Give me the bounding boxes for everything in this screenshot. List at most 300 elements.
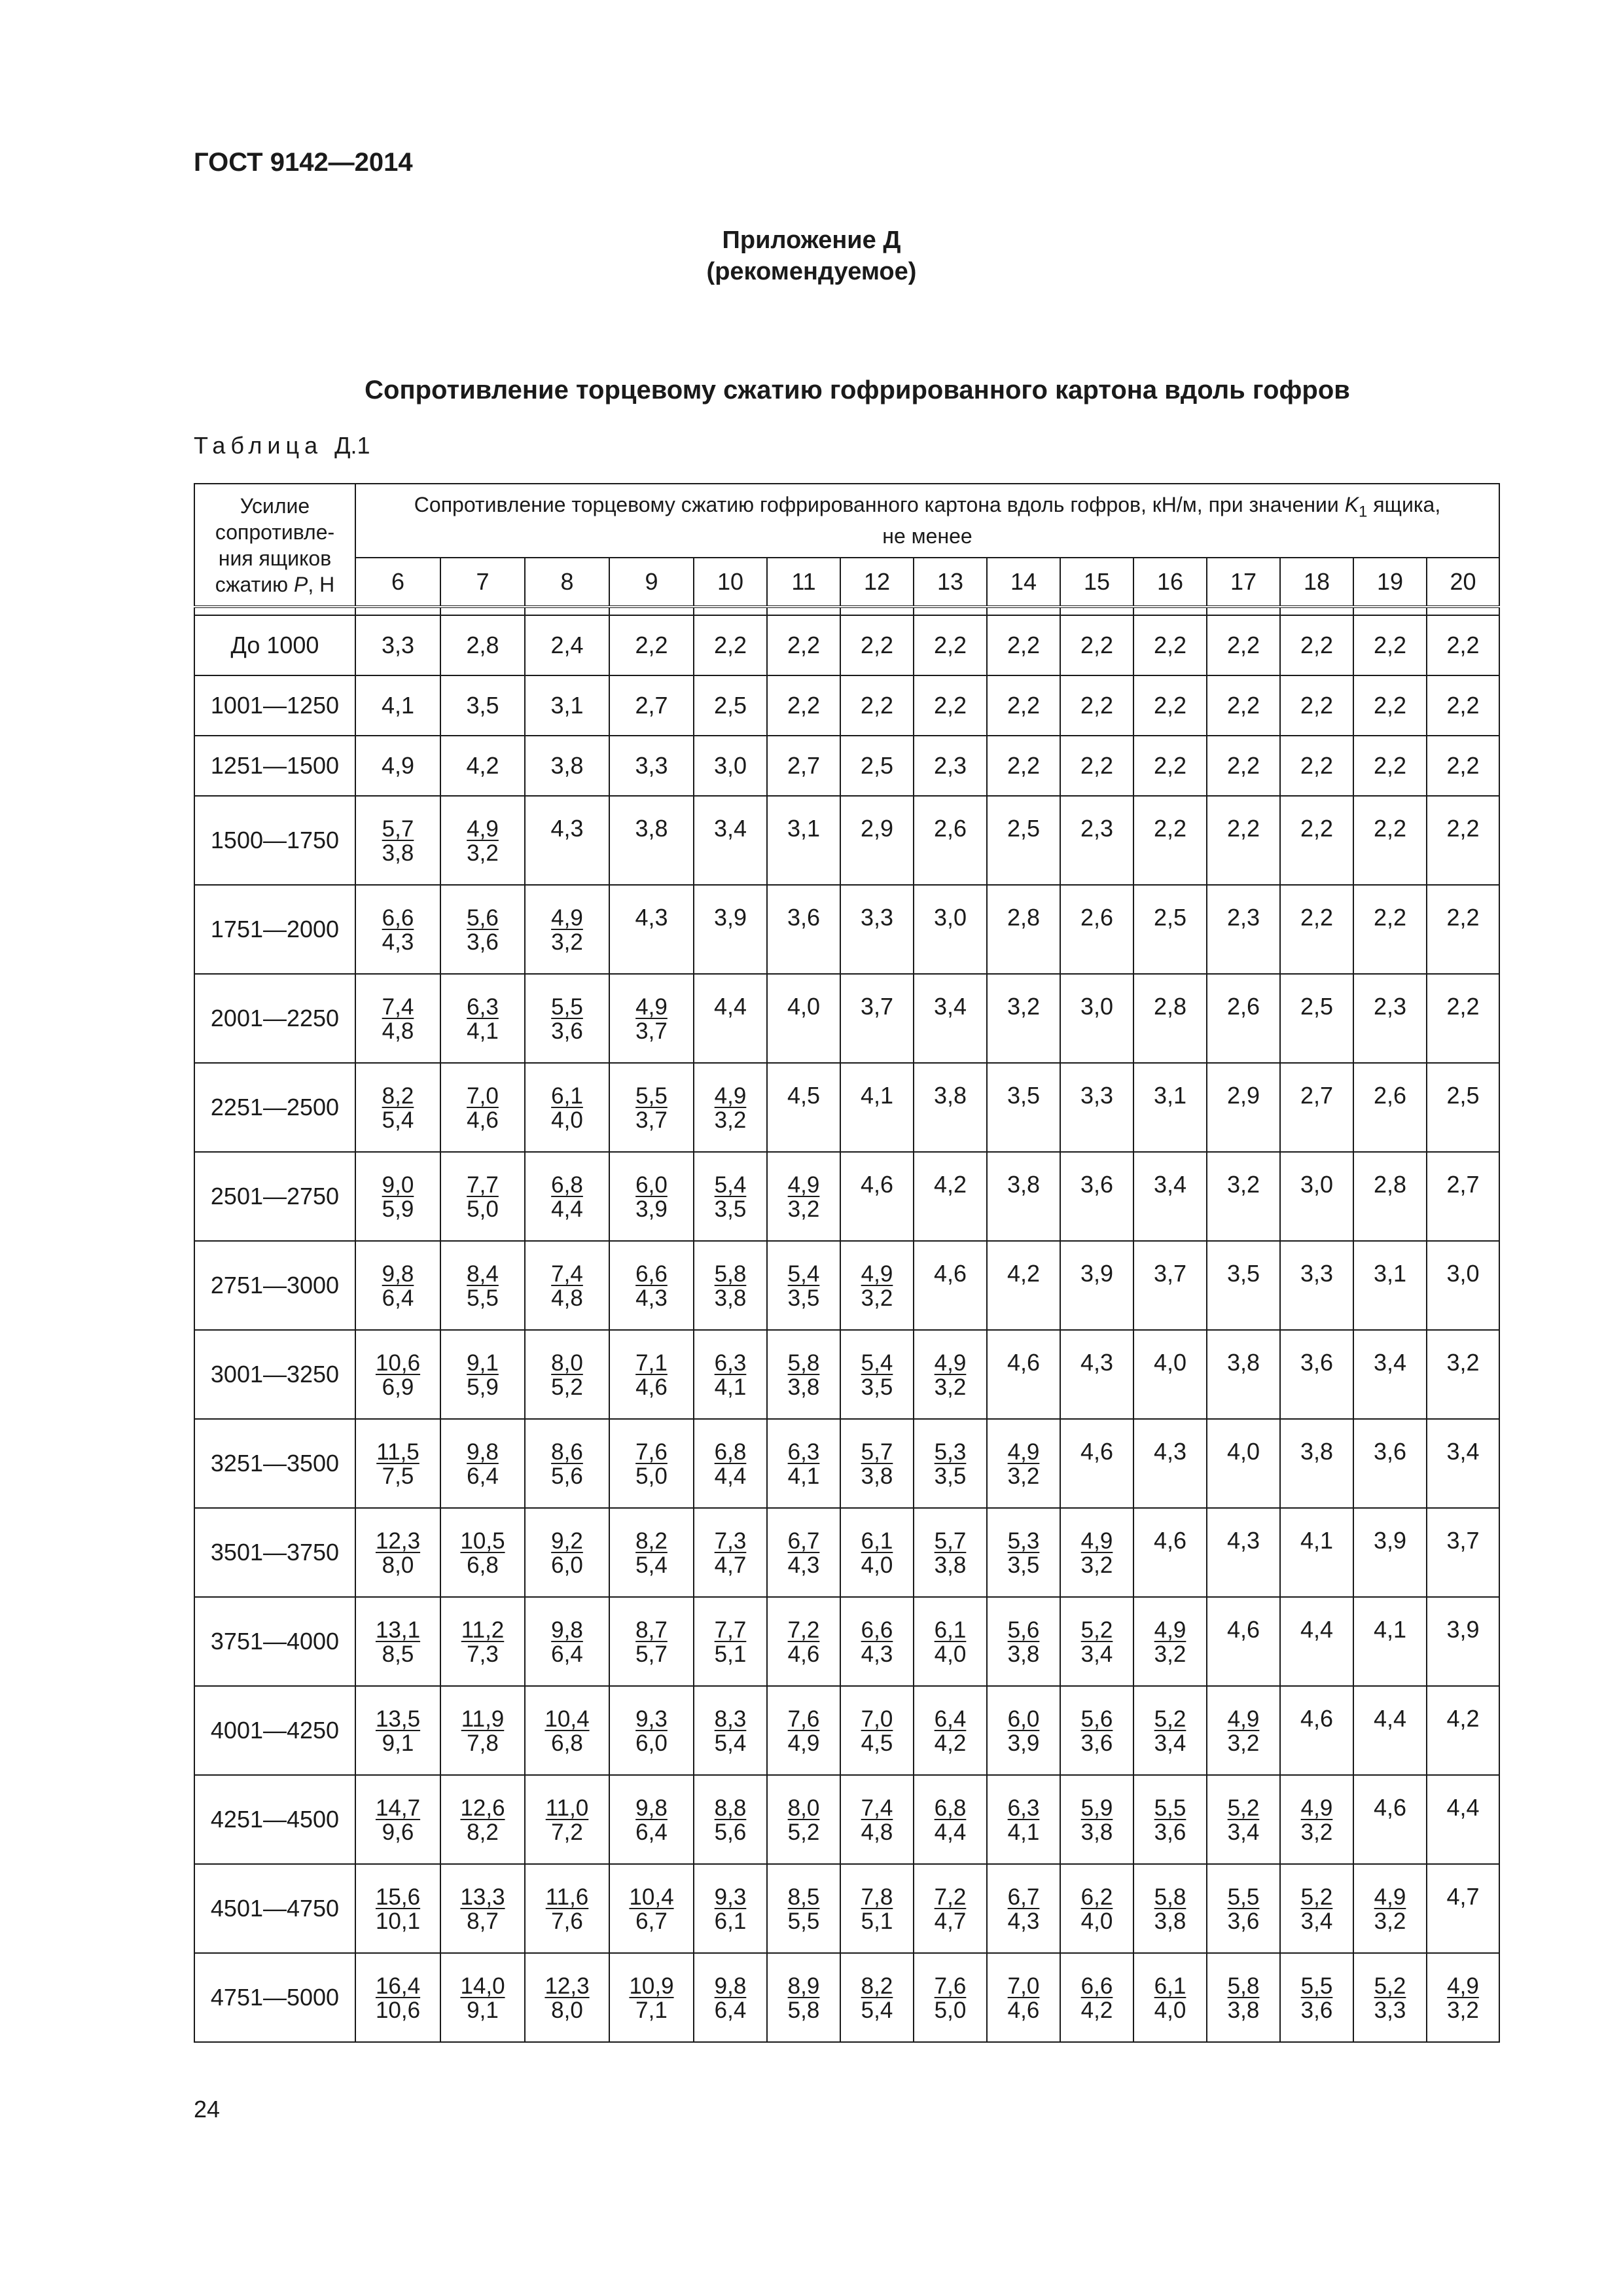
cell-value: 3,8	[550, 752, 584, 779]
fraction-numerator: 11,9	[461, 1706, 505, 1732]
fraction-cell	[987, 1508, 1060, 1597]
value-cell	[767, 675, 840, 736]
fraction-cell	[609, 1330, 694, 1419]
value-cell	[1207, 1063, 1280, 1152]
fraction-denominator: 3,8	[934, 1552, 967, 1578]
fraction	[460, 1530, 505, 1578]
fraction	[715, 1530, 747, 1578]
fraction-numerator: 5,8	[714, 1261, 747, 1287]
fraction-cell	[440, 1419, 525, 1508]
fraction	[715, 1174, 747, 1222]
value-cell	[1133, 1063, 1207, 1152]
fraction	[467, 906, 499, 955]
value-cell	[840, 885, 914, 974]
k-header-cell: 9	[609, 558, 694, 607]
value-cell	[1353, 1152, 1427, 1241]
fraction-denominator: 8,2	[467, 1820, 499, 1845]
fraction	[1301, 1797, 1333, 1845]
cell-value: 4,3	[550, 815, 584, 842]
fraction-numerator: 5,9	[1080, 1795, 1113, 1821]
cell-value: 4,2	[933, 1171, 967, 1198]
fraction	[461, 1708, 505, 1756]
fraction-numerator: 6,3	[467, 994, 499, 1020]
fraction-numerator: 4,9	[861, 1261, 893, 1287]
fraction-numerator: 9,3	[714, 1884, 747, 1910]
cell-value: 2,7	[635, 692, 668, 719]
table-row	[194, 736, 1499, 796]
fraction-numerator: 5,7	[861, 1439, 893, 1465]
fraction-cell	[525, 1864, 609, 1953]
fraction-denominator: 5,1	[861, 1909, 893, 1934]
fraction-denominator: 10,1	[375, 1909, 421, 1934]
fraction-denominator: 5,5	[467, 1285, 499, 1311]
cell-value: 2,2	[1007, 752, 1041, 779]
fraction	[1081, 1708, 1113, 1756]
value-cell	[440, 736, 525, 796]
fraction-cell	[840, 1419, 914, 1508]
fraction-cell	[1280, 1953, 1353, 2042]
table-row	[194, 675, 1499, 736]
header-separator	[194, 607, 355, 615]
cell-value: 2,2	[1153, 752, 1187, 779]
fraction-numerator: 7,4	[861, 1795, 893, 1821]
fraction	[715, 1619, 747, 1667]
fraction-denominator: 8,0	[551, 1998, 583, 2023]
fraction-numerator: 11,5	[376, 1439, 419, 1465]
fraction-denominator: 3,2	[1374, 1909, 1406, 1934]
value-cell	[987, 1063, 1060, 1152]
header-separator	[1427, 607, 1499, 615]
fraction-numerator: 4,9	[934, 1350, 967, 1376]
k-header-cell: 8	[525, 558, 609, 607]
value-cell	[840, 974, 914, 1063]
fraction-numerator: 5,5	[1154, 1795, 1186, 1821]
fraction-denominator: 5,5	[787, 1909, 820, 1934]
fraction-numerator: 6,3	[787, 1439, 820, 1465]
fraction-cell	[609, 1419, 694, 1508]
cell-value: 2,5	[860, 752, 894, 779]
value-cell	[1427, 615, 1499, 675]
fraction-denominator: 3,6	[1154, 1820, 1186, 1845]
fraction-denominator: 4,0	[551, 1107, 583, 1133]
cell-value: 2,2	[1446, 632, 1480, 658]
fraction-cell	[355, 1330, 440, 1419]
cell-value: 3,0	[933, 904, 967, 931]
fraction-numerator: 7,6	[787, 1706, 820, 1732]
fraction	[788, 1797, 820, 1845]
fraction-numerator: 13,1	[375, 1617, 421, 1643]
cell-value: 2,2	[1080, 752, 1114, 779]
fraction-numerator: 6,3	[714, 1350, 747, 1376]
fraction	[1008, 1619, 1040, 1667]
value-cell	[987, 1241, 1060, 1330]
value-cell	[1353, 1419, 1427, 1508]
fraction	[629, 1975, 673, 2023]
value-cell	[609, 736, 694, 796]
fraction-cell	[355, 974, 440, 1063]
fraction-numerator: 7,4	[382, 994, 414, 1020]
value-cell	[1060, 1063, 1133, 1152]
fraction-numerator: 5,8	[1227, 1973, 1260, 2000]
table-row	[194, 1953, 1499, 2042]
fraction-cell	[440, 1864, 525, 1953]
value-cell	[840, 1063, 914, 1152]
fraction-numerator: 5,4	[714, 1172, 747, 1198]
cell-value: 2,2	[1373, 632, 1407, 658]
fraction-denominator: 3,2	[1154, 1641, 1186, 1667]
fraction	[376, 1708, 420, 1756]
cell-value: 2,2	[1446, 692, 1480, 719]
value-cell	[767, 796, 840, 885]
fraction-cell	[694, 1775, 767, 1864]
cell-value: 4,0	[1153, 1349, 1187, 1376]
fraction-denominator: 3,8	[382, 840, 414, 866]
fraction	[635, 1174, 668, 1222]
span-header-line2: не менее	[882, 524, 972, 548]
table-caption-label: Таблица	[194, 432, 323, 459]
fraction	[635, 1708, 668, 1756]
document-code: ГОСТ 9142—2014	[194, 148, 413, 177]
fraction-denominator: 4,4	[934, 1820, 967, 1845]
fraction-numerator: 8,3	[714, 1706, 747, 1732]
fraction	[382, 906, 414, 955]
fraction-cell	[694, 1597, 767, 1686]
fraction	[467, 817, 499, 866]
row-label: 2501—2750	[194, 1152, 355, 1241]
fraction	[1447, 1975, 1479, 2023]
fraction-numerator: 12,3	[375, 1528, 421, 1554]
value-cell	[1427, 1063, 1499, 1152]
cell-value: 3,8	[635, 815, 668, 842]
value-cell	[987, 885, 1060, 974]
header-separator	[694, 607, 767, 615]
fraction	[861, 1797, 893, 1845]
fraction-cell	[1060, 1953, 1133, 2042]
fraction-denominator: 4,5	[861, 1731, 893, 1756]
value-cell	[1427, 675, 1499, 736]
fraction-denominator: 9,6	[382, 1820, 414, 1845]
value-cell	[1060, 796, 1133, 885]
fraction-cell	[1280, 1864, 1353, 1953]
cell-value: 3,6	[1373, 1438, 1407, 1465]
fraction-cell	[1060, 1864, 1133, 1953]
value-cell	[987, 736, 1060, 796]
cell-value: 4,1	[860, 1082, 894, 1109]
fraction-cell	[525, 1953, 609, 2042]
cell-value: 4,3	[635, 904, 668, 931]
fraction-denominator: 5,6	[551, 1463, 583, 1489]
cell-value: 4,6	[1007, 1349, 1041, 1376]
fraction-denominator: 7,1	[635, 1998, 668, 2023]
cell-value: 2,2	[1373, 752, 1407, 779]
fraction	[1228, 1797, 1260, 1845]
row-label: 4751—5000	[194, 1953, 355, 2042]
value-cell	[525, 615, 609, 675]
fraction-numerator: 4,9	[787, 1172, 820, 1198]
fraction-cell	[440, 796, 525, 885]
fraction-numerator: 4,9	[551, 905, 583, 931]
fraction-numerator: 5,2	[1300, 1884, 1333, 1910]
value-cell	[1133, 1508, 1207, 1597]
cell-value: 3,4	[1153, 1171, 1187, 1198]
fraction-denominator: 3,2	[467, 840, 499, 866]
cell-value: 2,3	[1080, 815, 1114, 842]
fraction-denominator: 3,5	[787, 1285, 820, 1311]
value-cell	[840, 736, 914, 796]
value-cell	[1353, 796, 1427, 885]
cell-value: 3,0	[1300, 1171, 1334, 1198]
fraction-numerator: 5,5	[1300, 1973, 1333, 2000]
value-cell	[1280, 1597, 1353, 1686]
fraction-numerator: 11,6	[545, 1884, 589, 1910]
value-cell	[1207, 736, 1280, 796]
fraction	[935, 1797, 967, 1845]
fraction-denominator: 3,2	[861, 1285, 893, 1311]
value-cell	[1353, 1508, 1427, 1597]
k-header-cell: 6	[355, 558, 440, 607]
fraction	[551, 1441, 583, 1489]
table-row	[194, 796, 1499, 885]
cell-value: 3,8	[933, 1082, 967, 1109]
fraction-denominator: 3,5	[714, 1196, 747, 1222]
fraction-cell	[1060, 1775, 1133, 1864]
row-label: 1751—2000	[194, 885, 355, 974]
cell-value: 4,4	[1373, 1705, 1407, 1732]
fraction-cell	[1353, 1953, 1427, 2042]
fraction-denominator: 5,9	[467, 1374, 499, 1400]
cell-value: 4,0	[1226, 1438, 1260, 1465]
row-label: 3751—4000	[194, 1597, 355, 1686]
fraction-numerator: 7,0	[861, 1706, 893, 1732]
value-cell	[1133, 675, 1207, 736]
fraction-cell	[525, 1152, 609, 1241]
fraction-numerator: 9,8	[551, 1617, 583, 1643]
cell-value: 4,6	[1226, 1616, 1260, 1643]
fraction-denominator: 3,2	[1447, 1998, 1479, 2023]
fraction-numerator: 8,0	[551, 1350, 583, 1376]
value-cell	[694, 615, 767, 675]
fraction-numerator: 14,0	[460, 1973, 505, 2000]
fraction	[935, 1708, 967, 1756]
value-cell	[1060, 1152, 1133, 1241]
fraction-cell	[525, 885, 609, 974]
value-cell	[1207, 615, 1280, 675]
fraction-numerator: 12,6	[460, 1795, 505, 1821]
fraction	[467, 1263, 499, 1311]
fraction-denominator: 5,1	[714, 1641, 747, 1667]
value-cell	[1207, 1330, 1280, 1419]
value-cell	[1353, 675, 1427, 736]
fraction-denominator: 5,6	[714, 1820, 747, 1845]
fraction	[715, 1708, 747, 1756]
cell-value: 2,4	[550, 632, 584, 658]
fraction-cell	[1133, 1864, 1207, 1953]
value-cell	[1207, 974, 1280, 1063]
value-cell	[525, 796, 609, 885]
fraction-numerator: 6,1	[551, 1083, 583, 1109]
fraction-numerator: 4,9	[714, 1083, 747, 1109]
fraction	[715, 1975, 747, 2023]
row-label: 2251—2500	[194, 1063, 355, 1152]
cell-value: 2,2	[1373, 692, 1407, 719]
table-row	[194, 1419, 1499, 1508]
fraction	[1081, 1975, 1113, 2023]
value-cell	[1427, 885, 1499, 974]
fraction-numerator: 4,9	[1447, 1973, 1479, 2000]
header-separator	[767, 607, 840, 615]
fraction-cell	[987, 1597, 1060, 1686]
value-cell	[1060, 736, 1133, 796]
fraction-cell	[525, 1597, 609, 1686]
fraction-denominator: 5,4	[861, 1998, 893, 2023]
fraction-numerator: 6,1	[861, 1528, 893, 1554]
cell-value: 3,1	[1373, 1260, 1407, 1287]
value-cell	[914, 736, 987, 796]
value-cell	[1353, 974, 1427, 1063]
fraction-cell	[440, 1508, 525, 1597]
value-cell	[1427, 1686, 1499, 1775]
fraction-cell	[440, 1953, 525, 2042]
fraction-cell	[694, 1330, 767, 1419]
fraction	[460, 1886, 505, 1934]
fraction-denominator: 7,2	[551, 1820, 583, 1845]
fraction	[382, 817, 414, 866]
fraction-numerator: 5,2	[1227, 1795, 1260, 1821]
fraction-denominator: 4,0	[1154, 1998, 1186, 2023]
fraction-cell	[440, 974, 525, 1063]
value-cell	[694, 796, 767, 885]
fraction	[1008, 1886, 1040, 1934]
value-cell	[1133, 796, 1207, 885]
value-cell	[1280, 1063, 1353, 1152]
cell-value: 3,8	[1007, 1171, 1041, 1198]
value-cell	[1133, 885, 1207, 974]
cell-value: 2,2	[1300, 904, 1334, 931]
fraction	[376, 1619, 420, 1667]
fraction-numerator: 10,5	[460, 1528, 505, 1554]
fraction	[1374, 1975, 1406, 2023]
value-cell	[767, 885, 840, 974]
fraction	[635, 1352, 668, 1400]
cell-value: 2,6	[1373, 1082, 1407, 1109]
table-caption	[194, 432, 370, 459]
cell-value: 3,3	[381, 632, 415, 658]
cell-value: 2,2	[1446, 993, 1480, 1020]
fraction-numerator: 5,3	[934, 1439, 967, 1465]
fraction-cell	[355, 1597, 440, 1686]
fraction	[551, 906, 583, 955]
fraction-cell	[767, 1152, 840, 1241]
fraction-cell	[987, 1686, 1060, 1775]
fraction-denominator: 3,4	[1080, 1641, 1113, 1667]
fraction	[861, 1441, 893, 1489]
value-cell	[355, 615, 440, 675]
fraction-numerator: 5,4	[861, 1350, 893, 1376]
fraction-cell	[840, 1597, 914, 1686]
fraction	[382, 996, 414, 1044]
cell-value: 4,4	[713, 993, 747, 1020]
cell-value: 4,2	[466, 752, 499, 779]
fraction-denominator: 3,8	[861, 1463, 893, 1489]
table-row	[194, 1775, 1499, 1864]
cell-value: 4,6	[933, 1260, 967, 1287]
fraction-denominator: 9,1	[467, 1998, 499, 2023]
fraction	[935, 1352, 967, 1400]
fraction-denominator: 6,4	[467, 1463, 499, 1489]
fraction-denominator: 4,6	[1007, 1998, 1040, 2023]
cell-value: 3,7	[1446, 1527, 1480, 1554]
cell-value: 4,4	[1300, 1616, 1334, 1643]
fraction-cell	[767, 1330, 840, 1419]
fraction-numerator: 13,5	[375, 1706, 421, 1732]
fraction-numerator: 5,5	[1227, 1884, 1260, 1910]
table-row	[194, 885, 1499, 974]
value-cell	[1133, 1419, 1207, 1508]
fraction-denominator: 3,8	[787, 1374, 820, 1400]
fraction-numerator: 9,8	[382, 1261, 414, 1287]
fraction	[861, 1708, 893, 1756]
table-corner-header: Усилие сопротивле- ния ящиков сжатию P, Н	[194, 484, 355, 607]
value-cell	[1280, 1419, 1353, 1508]
value-cell	[914, 1241, 987, 1330]
value-cell	[1060, 675, 1133, 736]
fraction-cell	[609, 1152, 694, 1241]
fraction	[1301, 1886, 1333, 1934]
cell-value: 2,2	[1373, 904, 1407, 931]
fraction-denominator: 6,4	[635, 1820, 668, 1845]
cell-value: 2,2	[1080, 632, 1114, 658]
fraction-denominator: 7,8	[467, 1731, 499, 1756]
fraction-denominator: 5,4	[382, 1107, 414, 1133]
cell-value: 2,2	[1300, 752, 1334, 779]
fraction	[382, 1174, 414, 1222]
value-cell	[1427, 1330, 1499, 1419]
cell-value: 4,6	[1300, 1705, 1334, 1732]
k-header-cell: 20	[1427, 558, 1499, 607]
fraction-numerator: 5,8	[1154, 1884, 1186, 1910]
fraction	[935, 1886, 967, 1934]
cell-value: 4,3	[1153, 1438, 1187, 1465]
fraction-denominator: 4,3	[787, 1552, 820, 1578]
fraction-numerator: 6,7	[787, 1528, 820, 1554]
fraction	[788, 1886, 820, 1934]
cell-value: 2,2	[933, 692, 967, 719]
fraction-cell	[1133, 1597, 1207, 1686]
cell-value: 3,2	[1226, 1171, 1260, 1198]
fraction-cell	[355, 1775, 440, 1864]
fraction-numerator: 4,9	[1007, 1439, 1040, 1465]
fraction-cell	[914, 1330, 987, 1419]
fraction-cell	[694, 1063, 767, 1152]
span-header-line1: Сопротивление торцевому сжатию гофрированного картона вдоль гофров, кН/м, при значении $K_1$ ящика,	[414, 492, 1441, 520]
value-cell	[1133, 1241, 1207, 1330]
fraction-cell	[440, 1597, 525, 1686]
cell-value: 2,3	[1373, 993, 1407, 1020]
fraction	[788, 1174, 820, 1222]
value-cell	[1427, 1864, 1499, 1953]
value-cell	[767, 615, 840, 675]
table-row	[194, 615, 1499, 675]
cell-value: 2,2	[713, 632, 747, 658]
cell-value: 3,2	[1007, 993, 1041, 1020]
cell-value: 4,6	[1080, 1438, 1114, 1465]
fraction-cell	[1207, 1864, 1280, 1953]
fraction-cell	[440, 1775, 525, 1864]
value-cell	[1060, 974, 1133, 1063]
value-cell	[914, 1152, 987, 1241]
fraction	[629, 1886, 673, 1934]
fraction-numerator: 12,3	[544, 1973, 590, 2000]
